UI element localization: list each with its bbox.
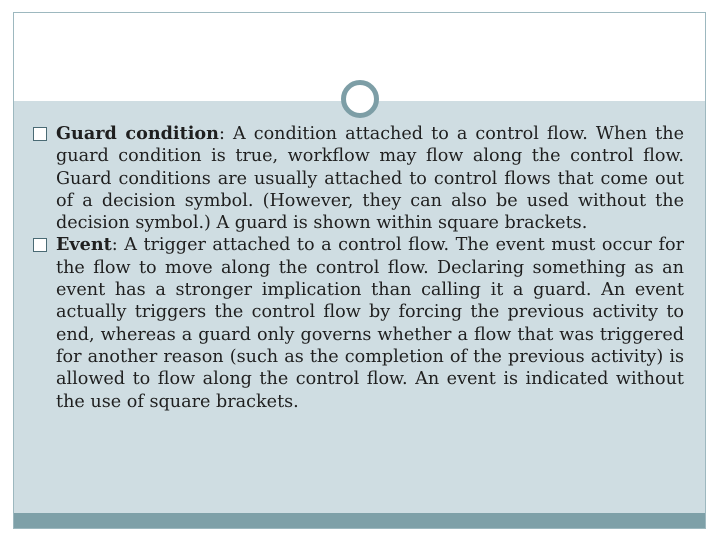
slide bbox=[13, 12, 706, 529]
square-bullet-icon bbox=[33, 127, 47, 141]
bullet-term: Event bbox=[56, 234, 112, 256]
footer-bar bbox=[14, 513, 705, 528]
bullet-text: : A condition attached to a control flow. When the guard condition is true, workflow may flow along the control flow. Guard conditions are usually attached to control flows that come out of a decision symbol. (However, they can also be used without the decision symbol.) A guard is shown within square brackets. bbox=[56, 124, 684, 234]
body-text bbox=[39, 123, 684, 413]
circle-ornament-icon bbox=[341, 80, 379, 118]
bullet-event bbox=[39, 234, 684, 412]
bullet-guard-condition bbox=[39, 123, 684, 234]
square-bullet-icon bbox=[33, 238, 47, 252]
bullet-term: Guard condition bbox=[56, 123, 219, 144]
bullet-text: : A trigger attached to a control flow. The event must occur for the flow to move along the control flow. Declaring something as an event has a stronger implication than calling it a guard. An event actually triggers the control flow by forcing the previous activity to end, whereas a guard only governs whether a flow that was triggered for another reason (such as the completion of the previous activity) is allowed to flow along the control flow. An event is indicated without the use of square brackets. bbox=[56, 235, 684, 412]
